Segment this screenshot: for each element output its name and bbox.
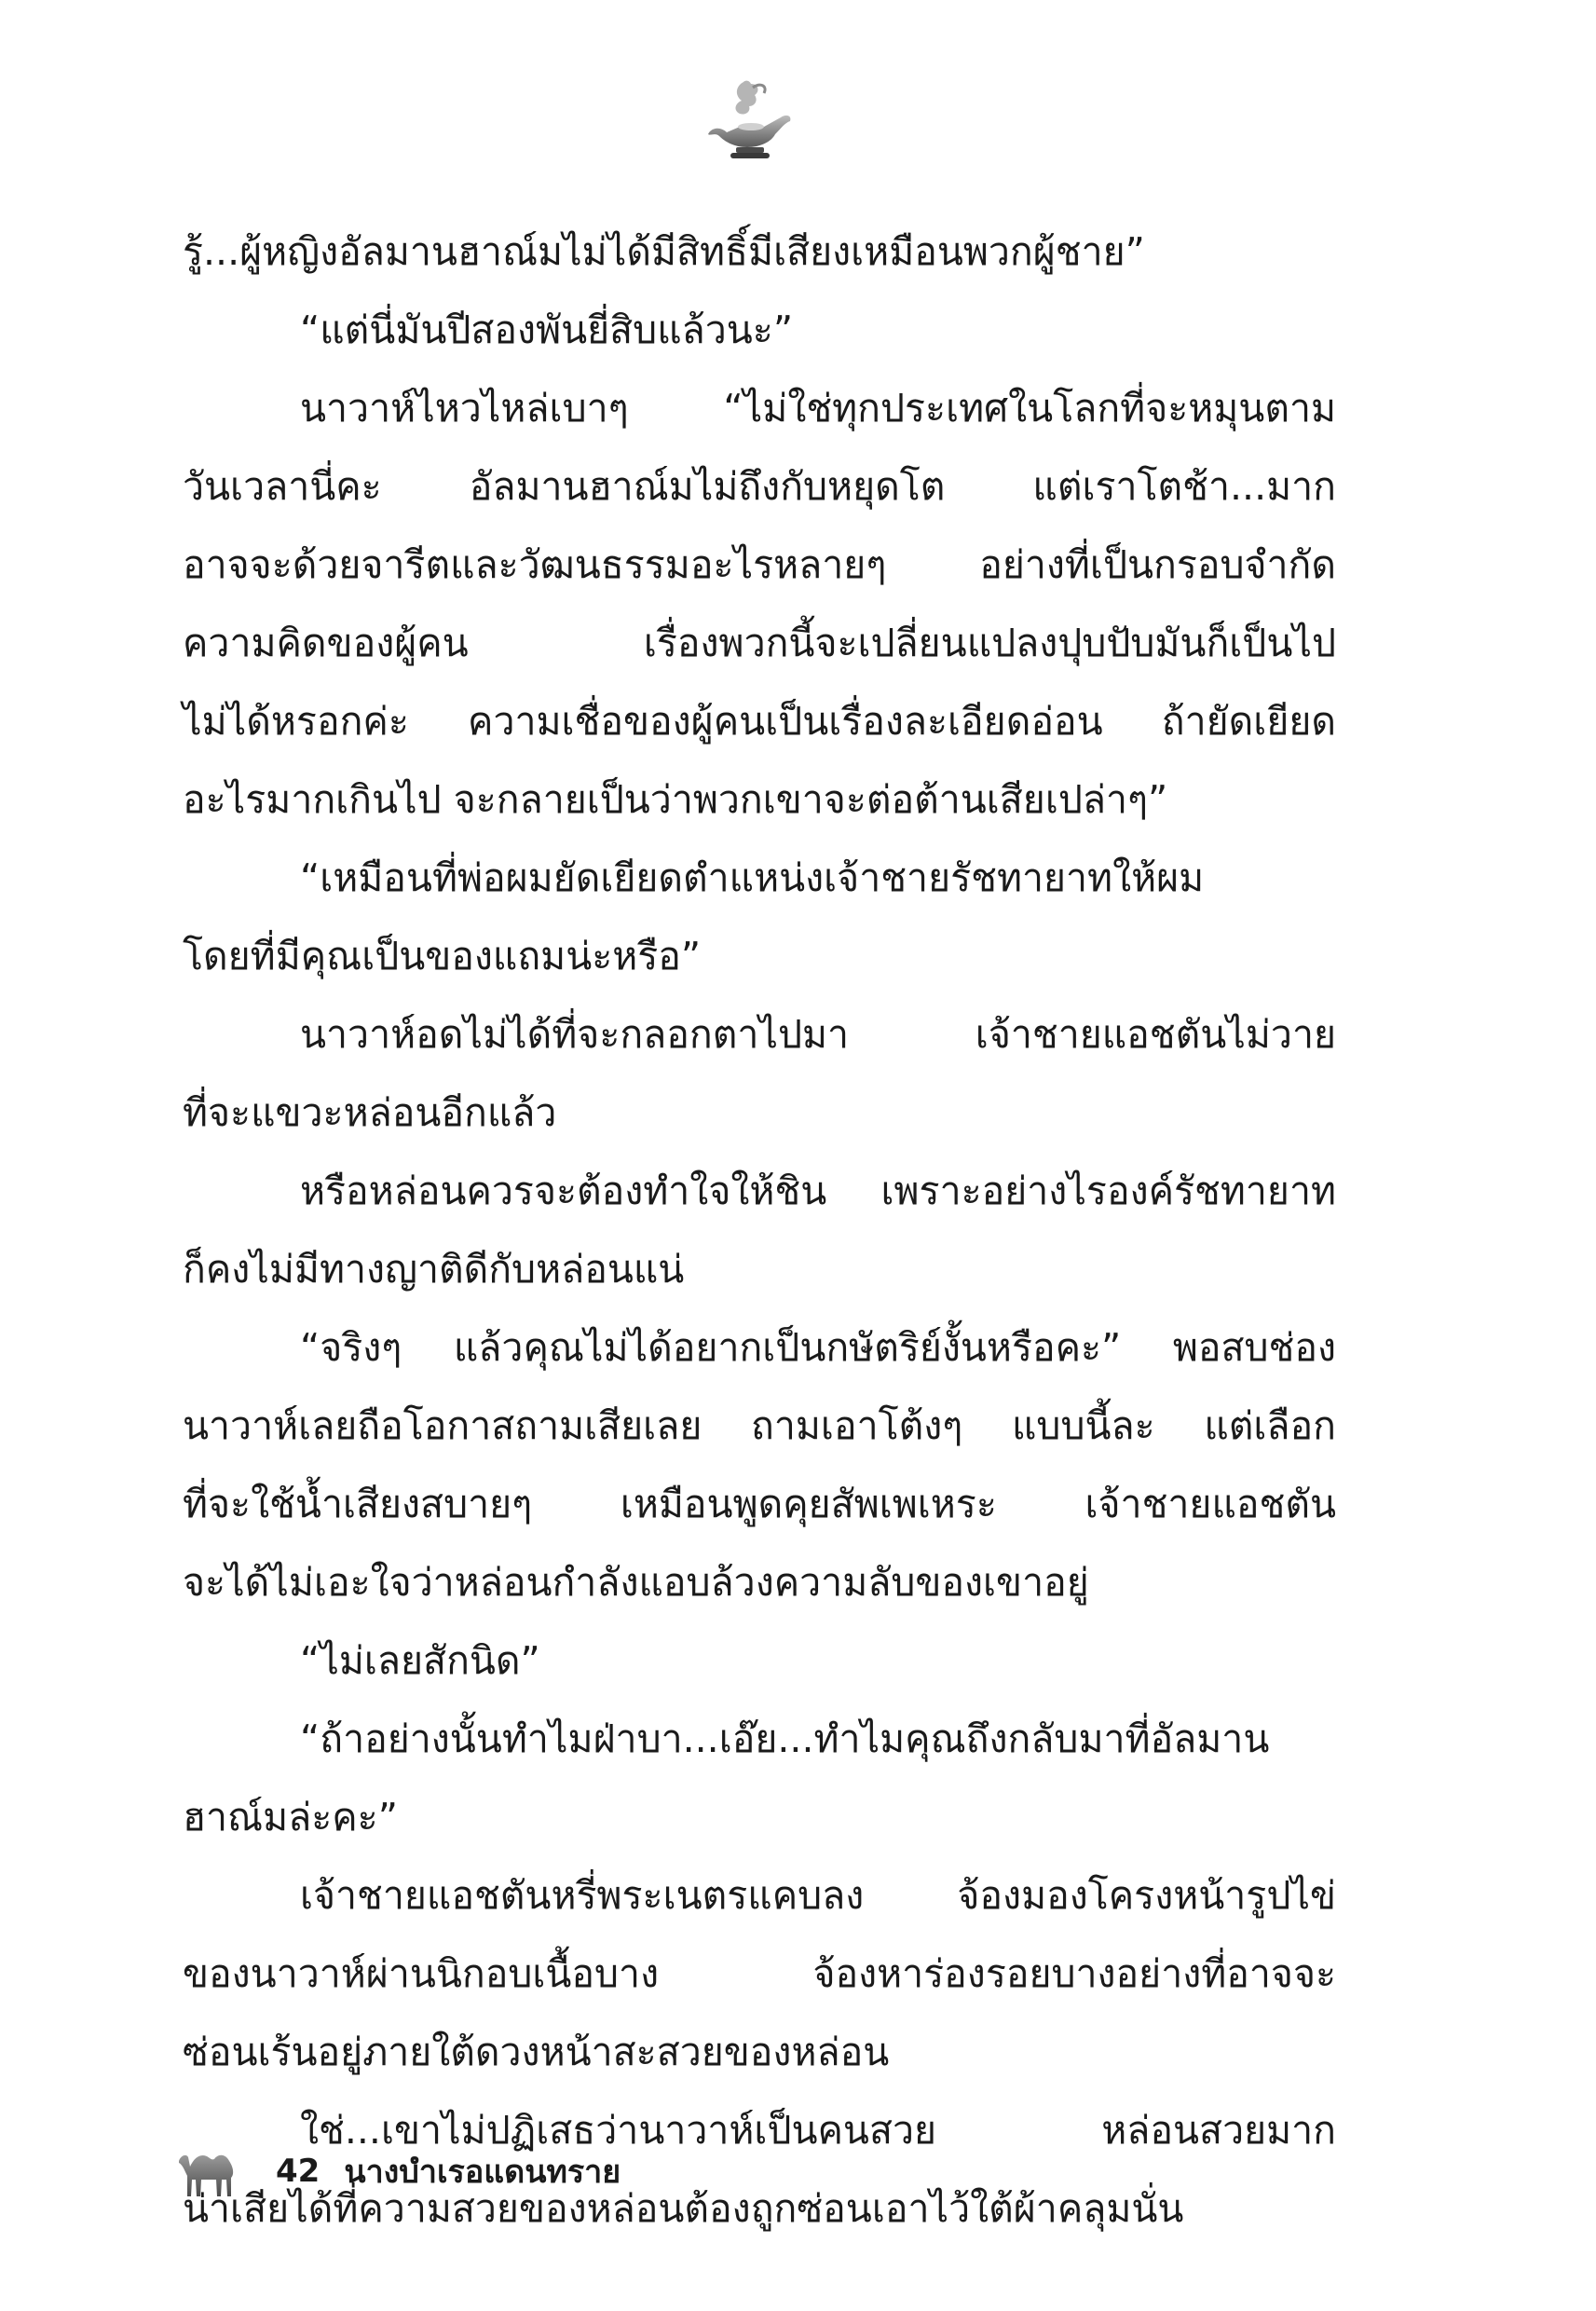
- text-line: ความคิดของผู้คน เรื่องพวกนี้จะเปลี่ยนแปลงปุบปับมันก็เป็นไป: [183, 621, 1336, 665]
- page-number: 42: [276, 2153, 321, 2190]
- text-line: ที่จะใช้น้ำเสียงสบายๆ เหมือนพูดคุยสัพเพเหระ เจ้าชายแอชตัน: [183, 1482, 1336, 1526]
- text-line: ฮาณ์มล่ะคะ”: [183, 1795, 398, 1839]
- text-line: “แต่นี่มันปีสองพันยี่สิบแล้วนะ”: [300, 308, 794, 352]
- text-line: โดยที่มีคุณเป็นของแถมน่ะหรือ”: [183, 934, 702, 978]
- text-line: จะได้ไม่เอะใจว่าหล่อนกำลังแอบล้วงความลับของเขาอยู่: [183, 1560, 1089, 1605]
- page-footer: [175, 2139, 621, 2204]
- text-line: วันเวลานี่คะ อัลมานฮาณ์มไม่ถึงกับหยุดโต แต่เราโตช้า...มาก: [183, 464, 1336, 509]
- text-line: ไม่ได้หรอกค่ะ ความเชื่อของผู้คนเป็นเรื่องละเอียดอ่อน ถ้ายัดเยียด: [183, 699, 1336, 744]
- body-text: [183, 212, 1336, 2248]
- text-line: “ไม่เลยสักนิด”: [300, 1638, 540, 1683]
- text-line: ที่จะแขวะหล่อนอีกแล้ว: [183, 1090, 557, 1135]
- text-line: นาวาห์อดไม่ได้ที่จะกลอกตาไปมา เจ้าชายแอชตันไม่วาย: [300, 1012, 1336, 1057]
- genie-lamp-icon: [699, 75, 801, 168]
- text-line: น่าเสียได้ที่ความสวยของหล่อนต้องถูกซ่อนเอาไว้ใต้ผ้าคลุมนั่น: [183, 2186, 1184, 2231]
- text-line: อะไรมากเกินไป จะกลายเป็นว่าพวกเขาจะต่อต้านเสียเปล่าๆ”: [183, 777, 1168, 822]
- text-line: ของนาวาห์ผ่านนิกอบเนื้อบาง จ้องหาร่องรอยบางอย่างที่อาจจะ: [183, 1951, 1336, 1996]
- camel-icon: [175, 2142, 242, 2200]
- text-line: “จริงๆ แล้วคุณไม่ได้อยากเป็นกษัตริย์งั้นหรือคะ” พอสบช่อง: [300, 1325, 1336, 1370]
- text-line: นาวาห์เลยถือโอกาสถามเสียเลย ถามเอาโต้งๆ แบบนี้ละ แต่เลือก: [183, 1403, 1336, 1448]
- text-line: หรือหล่อนควรจะต้องทำใจให้ชิน เพราะอย่างไรองค์รัชทายาท: [300, 1169, 1336, 1213]
- text-line: “ถ้าอย่างนั้นทำไมฝ่าบา...เอ๊ย...ทำไมคุณถึงกลับมาที่อัลมาน: [300, 1716, 1270, 1761]
- text-line: ใช่...เขาไม่ปฏิเสธว่านาวาห์เป็นคนสวย หล่อนสวยมาก: [300, 2108, 1336, 2153]
- text-line: นาวาห์ไหวไหล่เบาๆ “ไม่ใช่ทุกประเทศในโลกที่จะหมุนตาม: [300, 386, 1336, 431]
- text-line: ก็คงไม่มีทางญาติดีกับหล่อนแน่: [183, 1247, 685, 1292]
- text-line: เจ้าชายแอชตันหรี่พระเนตรแคบลง จ้องมองโครงหน้ารูปไข่: [300, 1873, 1336, 1918]
- book-title: นางบำเรอแดนทราย: [344, 2154, 621, 2191]
- text-line: ซ่อนเร้นอยู่ภายใต้ดวงหน้าสะสวยของหล่อน: [183, 2030, 890, 2074]
- text-line: อาจจะด้วยจารีตและวัฒนธรรมอะไรหลายๆ อย่างที่เป็นกรอบจำกัด: [183, 542, 1336, 587]
- text-line: รู้...ผู้หญิงอัลมานฮาณ์มไม่ได้มีสิทธิ์มีเสียงเหมือนพวกผู้ชาย”: [183, 229, 1145, 274]
- text-line: “เหมือนที่พ่อผมยัดเยียดตำแหน่งเจ้าชายรัชทายาทให้ผม: [300, 855, 1205, 900]
